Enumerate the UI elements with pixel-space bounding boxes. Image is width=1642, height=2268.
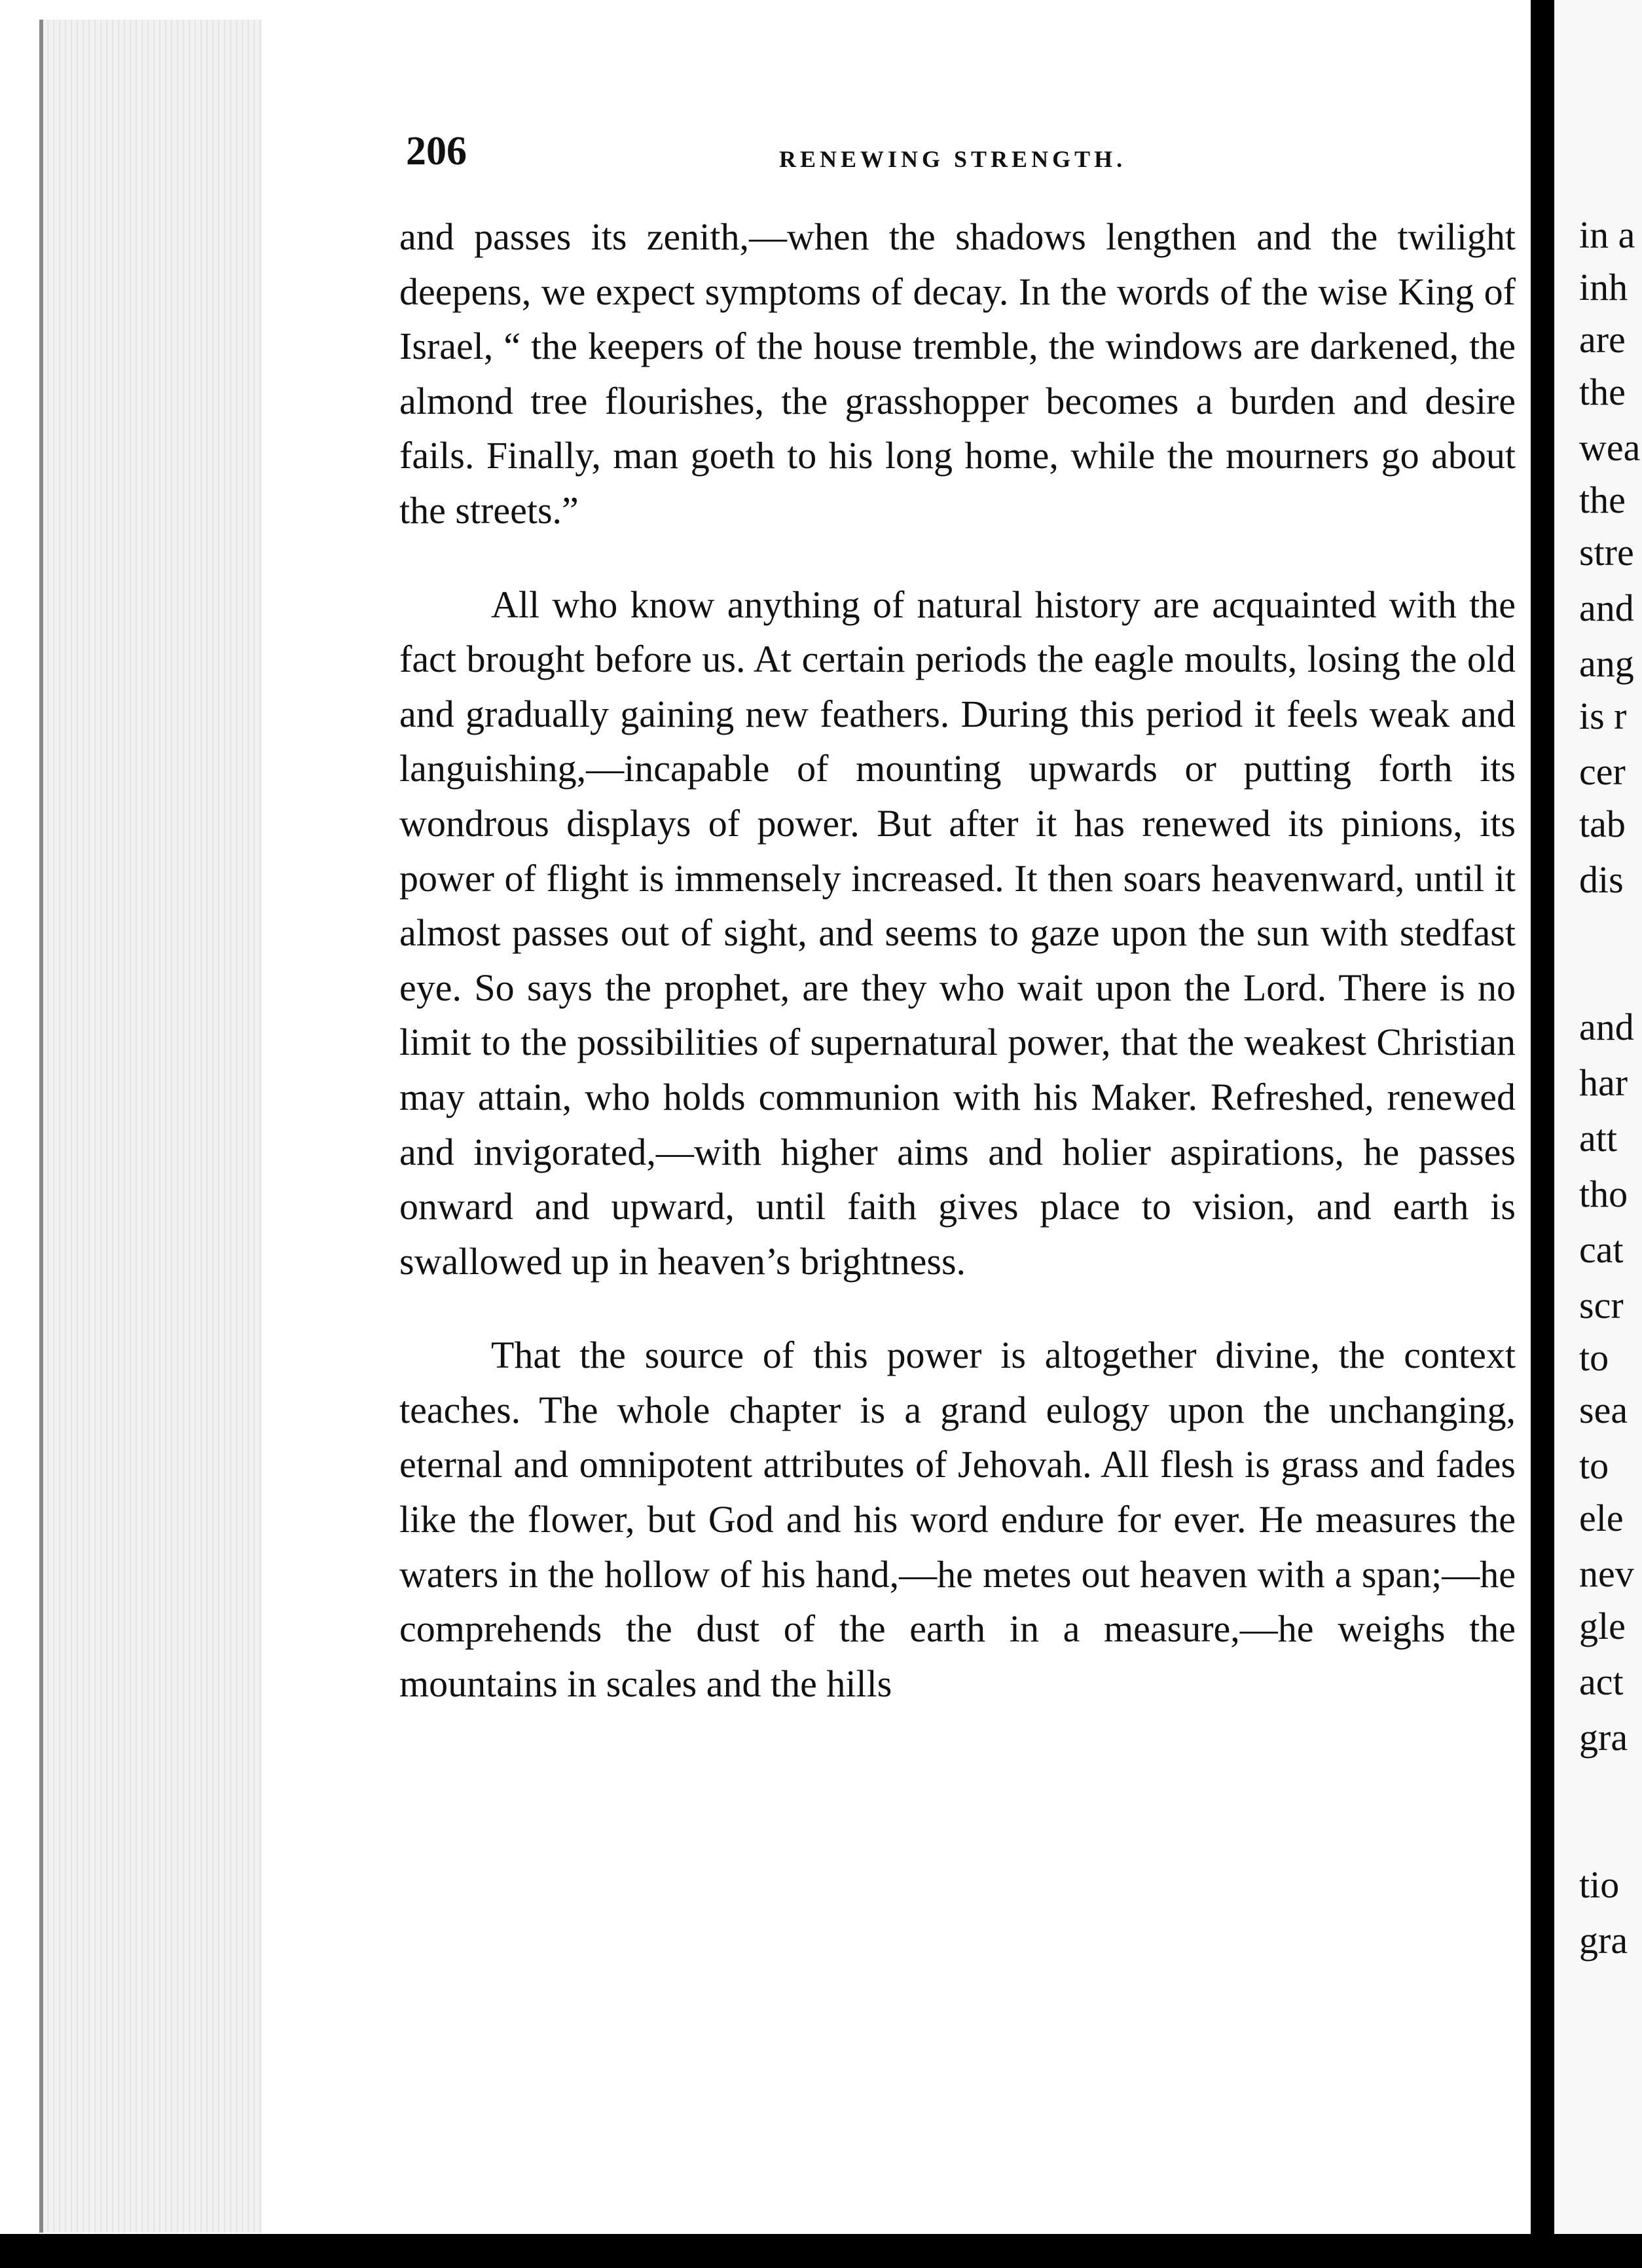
page-header [406,128,1126,181]
adjacent-page-fragment: is r [1579,695,1627,737]
paragraph-eagle: All who know anything of natural history are acquainted with the fact brought before us. At certain periods the eagle moults, losing the old and gradually gaining new feathers. During this period it feels weak and languishing,—incapable of mounting upwards or putting forth its wondrous displays of power. But after it has renewed its pinions, its power of flight is immensely increased. It then soars heavenward, until it almost passes out of sight, and seems to gaze upon the sun with stedfast eye. So says the prophet, are they who wait upon the Lord. There is no limit to the possibilities of supernatural power, that the weakest Christian may attain, who holds communion with his Maker. Refreshed, renewed and invigorated,—with higher aims and holier aspirations, he passes onward and upward, until faith gives place to vision, and earth is swallowed up in heaven’s brightness. [399,583,1516,1283]
adjacent-page-fragment: to [1579,1444,1609,1487]
adjacent-page-fragment: scr [1579,1284,1624,1326]
book-gutter [1531,0,1554,2268]
running-head: RENEWING STRENGTH. [779,146,1127,172]
adjacent-page-fragment: dis [1579,858,1624,901]
adjacent-page-fragment: tab [1579,803,1626,845]
adjacent-page-fragment: and [1579,587,1634,629]
adjacent-page-fragment: tho [1579,1173,1628,1215]
adjacent-page-fragment: stre [1579,531,1634,574]
adjacent-page-fragment: wea [1579,426,1641,469]
scan-bottom-border [0,2234,1642,2268]
paragraph-source-of-power: That the source of this power is altogether divine, the context teaches. The whole chapter is a grand eulogy upon the unchanging, eternal and omnipotent attributes of Jehovah. All flesh is grass and fades like the flower, but God and his word endure for ever. He measures the waters in the hollow of his hand,—he metes out heaven with a span;—he comprehends the dust of the earth in a measure,—he weighs the mountains in scales and the hills [399,1334,1516,1705]
adjacent-page-fragment: to [1579,1336,1609,1379]
adjacent-page-fragment: cat [1579,1228,1624,1271]
adjacent-page-fragment: cer [1579,750,1626,793]
adjacent-page [1554,0,1642,2268]
body-text [399,210,1516,1711]
adjacent-page-fragment: tio [1579,1863,1620,1906]
book-page [262,13,1531,2234]
adjacent-page-fragment: gle [1579,1605,1626,1647]
paragraph-continuation: and passes its zenith,—when the shadows lengthen and the twilight deepens, we expect symptoms of decay. In the words of the wise King of Israel, “ the keepers of the house tremble, the windows are darkened, the almond tree flourishes, the grasshopper becomes a burden and desire fails. Finally, man goeth to his long home, while the mourners go about the streets.” [399,215,1516,532]
adjacent-page-fragment: act [1579,1660,1624,1703]
adjacent-page-fragment: ang [1579,642,1634,685]
stacked-page-edges [39,20,266,2233]
adjacent-page-fragment: har [1579,1061,1628,1104]
adjacent-page-fragment: nev [1579,1552,1634,1595]
adjacent-page-fragment: in a [1579,213,1635,256]
adjacent-page-fragment: ele [1579,1497,1624,1539]
adjacent-page-fragment: gra [1579,1716,1628,1759]
adjacent-page-fragment: the [1579,371,1626,413]
page-number: 206 [406,129,467,174]
adjacent-page-fragment: gra [1579,1919,1628,1962]
adjacent-page-fragment: are [1579,318,1626,361]
adjacent-page-fragment: inh [1579,266,1628,308]
adjacent-page-fragment: sea [1579,1389,1628,1431]
adjacent-page-fragment: the [1579,479,1626,521]
adjacent-page-fragment: att [1579,1117,1617,1160]
adjacent-page-fragment: and [1579,1006,1634,1048]
